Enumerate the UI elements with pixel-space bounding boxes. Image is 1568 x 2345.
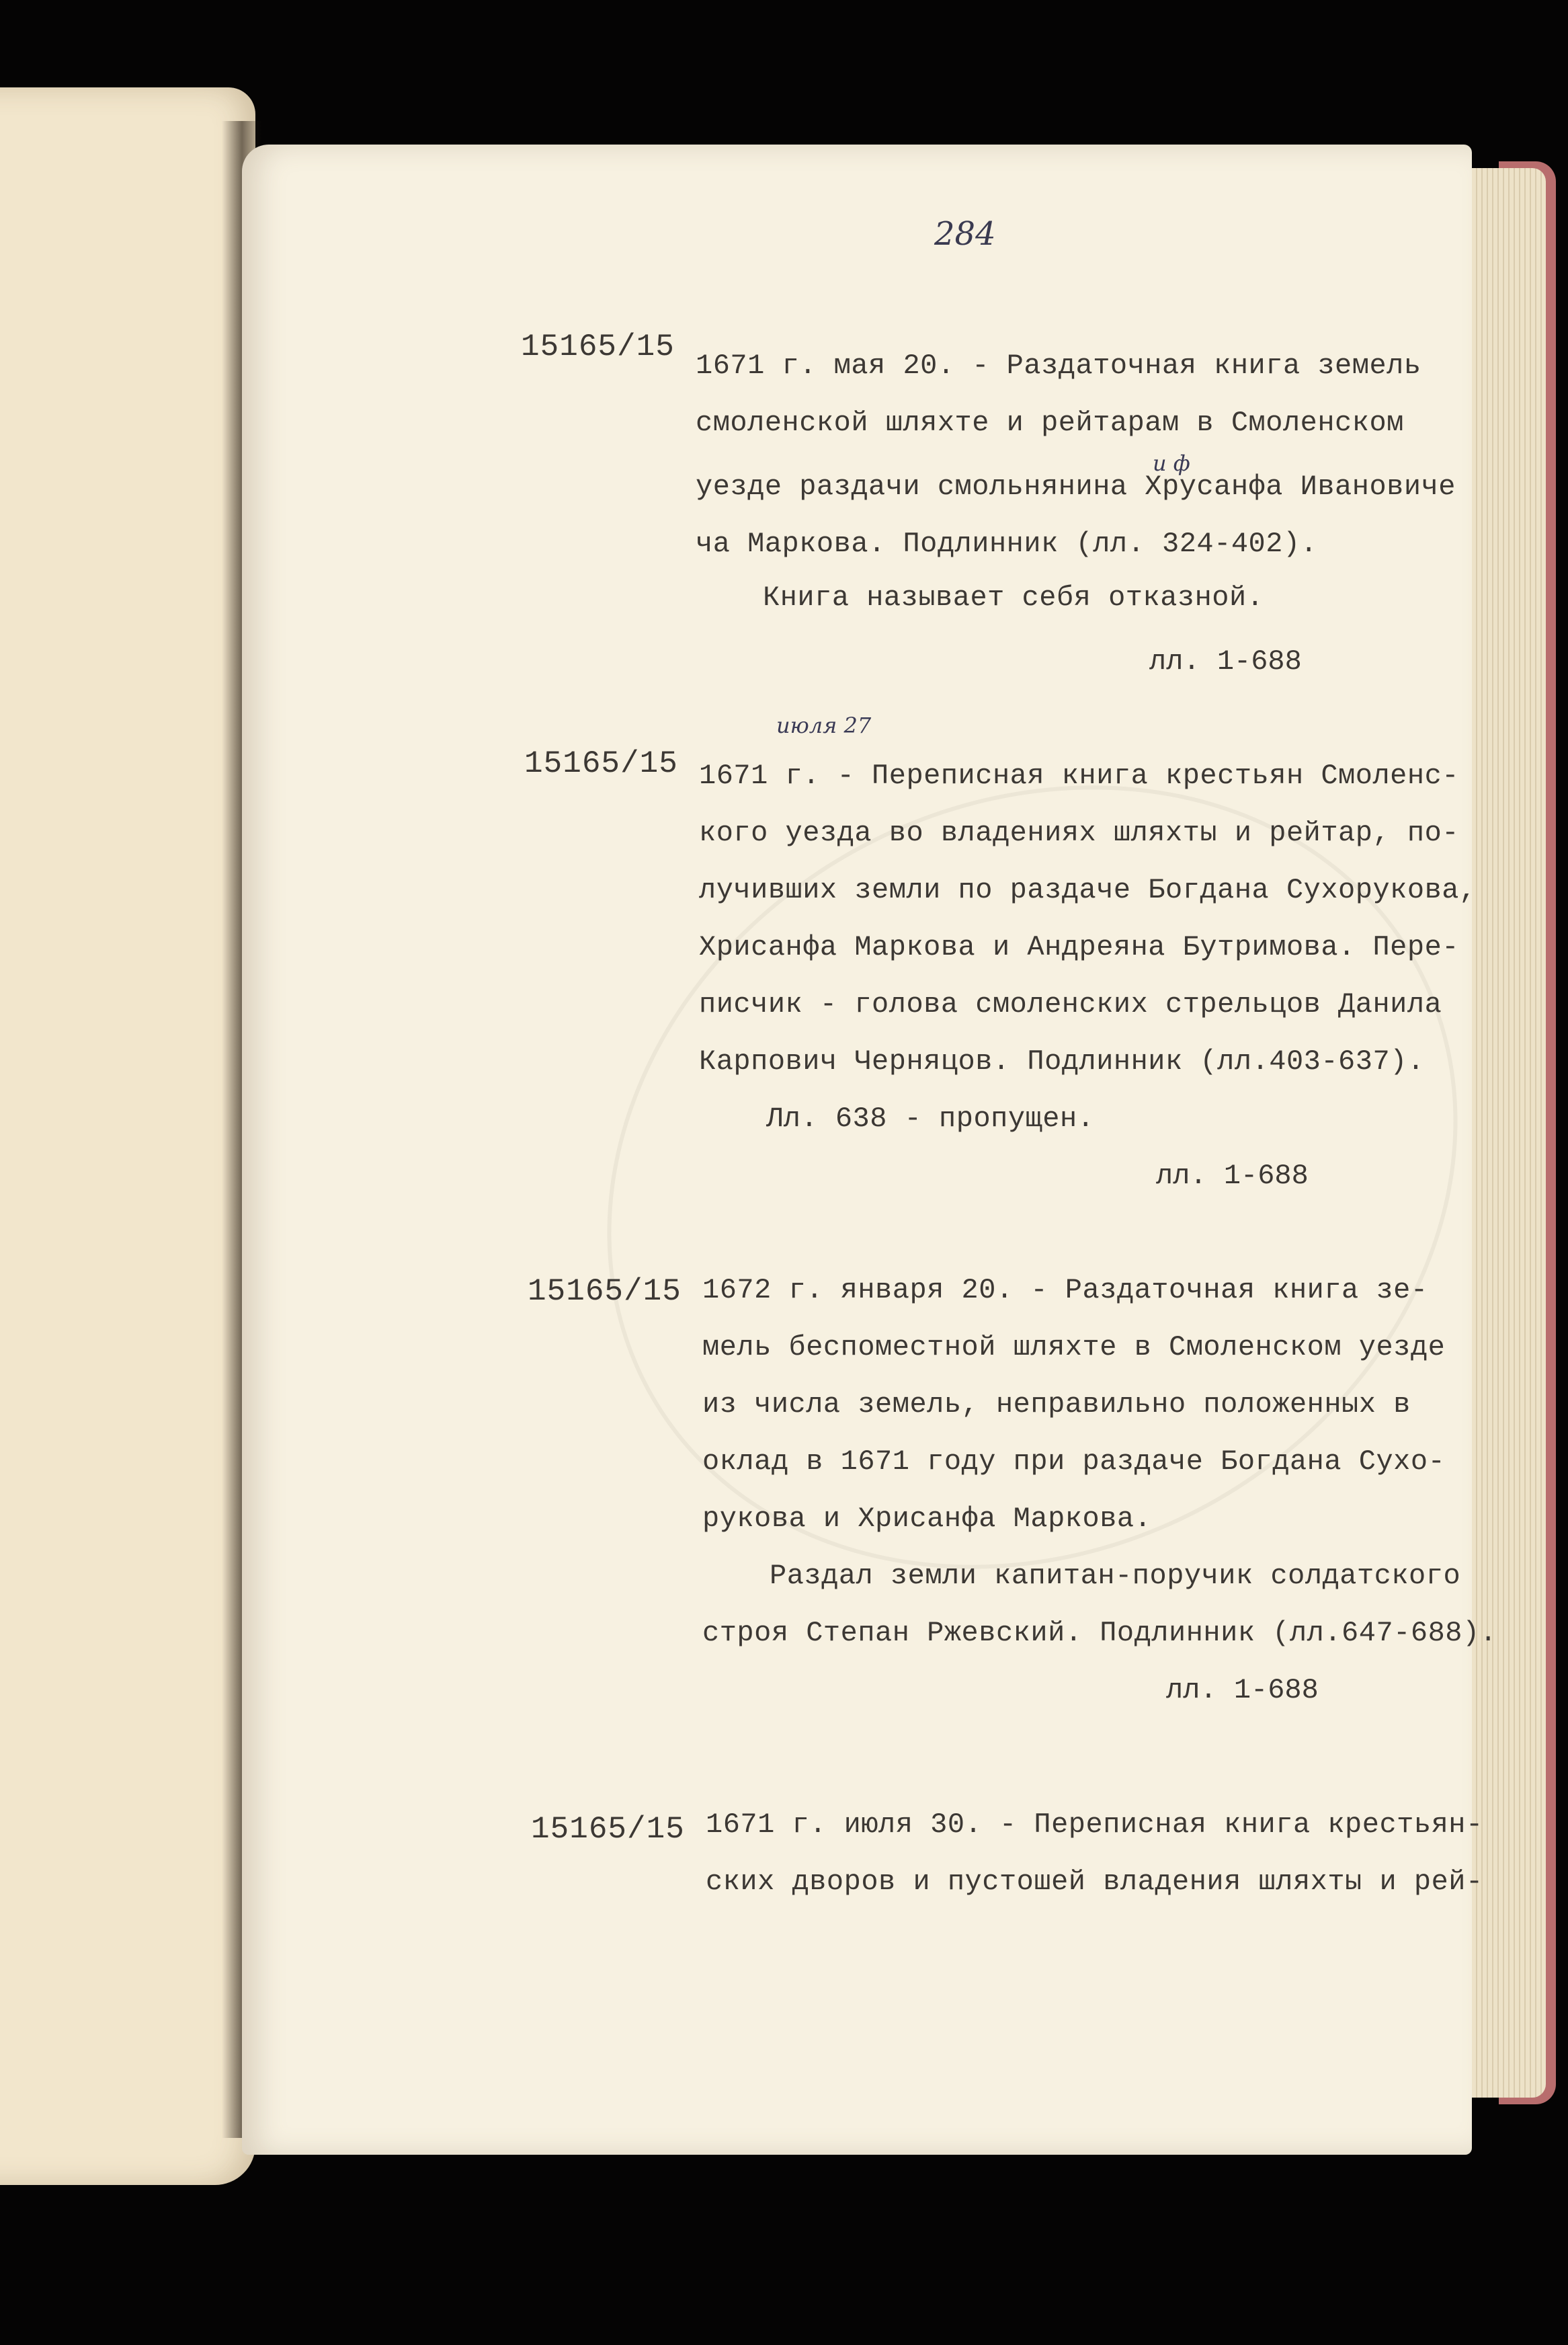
- entry-4-line-1: 1671 г. июля 30. - Переписная книга крестьян-: [706, 1809, 1483, 1841]
- left-page: [0, 87, 255, 2185]
- entry-2-handwritten-date: июля 27: [776, 713, 872, 738]
- entry-2-line-2: кого уезда во владениях шляхты и рейтар, по-: [699, 817, 1459, 849]
- entry-3-line-6: Раздал земли капитан-поручик солдатского: [770, 1560, 1461, 1592]
- page-number: 284: [934, 215, 996, 253]
- entry-2-line-4: Хрисанфа Маркова и Андреяна Бутримова. Пере-: [699, 931, 1459, 963]
- entry-4-line-2: ских дворов и пустошей владения шляхты и рей-: [706, 1866, 1483, 1898]
- entry-3-folio: лл. 1-688: [1166, 1674, 1319, 1706]
- entry-2-folio: лл. 1-688: [1156, 1160, 1309, 1192]
- entry-2-line-1: 1671 г. - Переписная книга крестьян Смоленс-: [699, 760, 1459, 792]
- entry-1-line-2: смоленской шляхте и рейтарам в Смоленском: [696, 407, 1404, 439]
- document-page: [242, 145, 1472, 2155]
- entry-2-line-5: писчик - голова смоленских стрельцов Данила: [699, 988, 1442, 1021]
- entry-3-line-5: рукова и Хрисанфа Маркова.: [702, 1503, 1152, 1535]
- entry-3-line-3: из числа земель, неправильно положенных в: [702, 1388, 1411, 1421]
- entry-3-line-1: 1672 г. января 20. - Раздаточная книга зе-: [702, 1274, 1428, 1306]
- entry-4-code: 15165/15: [531, 1812, 685, 1847]
- entry-1-code: 15165/15: [521, 329, 675, 364]
- entry-1-handwritten-correction: и ф: [1153, 450, 1190, 476]
- entry-1-line-5: Книга называет себя отказной.: [763, 582, 1264, 614]
- entry-3-code: 15165/15: [528, 1274, 682, 1309]
- entry-1-folio: лл. 1-688: [1149, 645, 1302, 678]
- entry-3-line-2: мель беспоместной шляхте в Смоленском уезде: [702, 1331, 1446, 1363]
- entry-1-line-4: ча Маркова. Подлинник (лл. 324-402).: [696, 528, 1318, 560]
- entry-2-code: 15165/15: [524, 746, 678, 781]
- entry-2-line-7: Лл. 638 - пропущен.: [766, 1103, 1095, 1135]
- entry-3-line-4: оклад в 1671 году при раздаче Богдана Сухо-: [702, 1445, 1446, 1478]
- archive-stamp-watermark: [464, 633, 1568, 1721]
- entry-3-line-7: строя Степан Ржевский. Подлинник (лл.647-688).: [702, 1617, 1497, 1649]
- entry-1-line-3: уезде раздачи смольнянина Хрусанфа Ивановиче: [696, 471, 1456, 503]
- entry-2-line-3: лучивших земли по раздаче Богдана Сухорукова,: [699, 874, 1477, 906]
- entry-1-line-1: 1671 г. мая 20. - Раздаточная книга земель: [696, 350, 1421, 382]
- entry-2-line-6: Карпович Черняцов. Подлинник (лл.403-637).: [699, 1045, 1425, 1078]
